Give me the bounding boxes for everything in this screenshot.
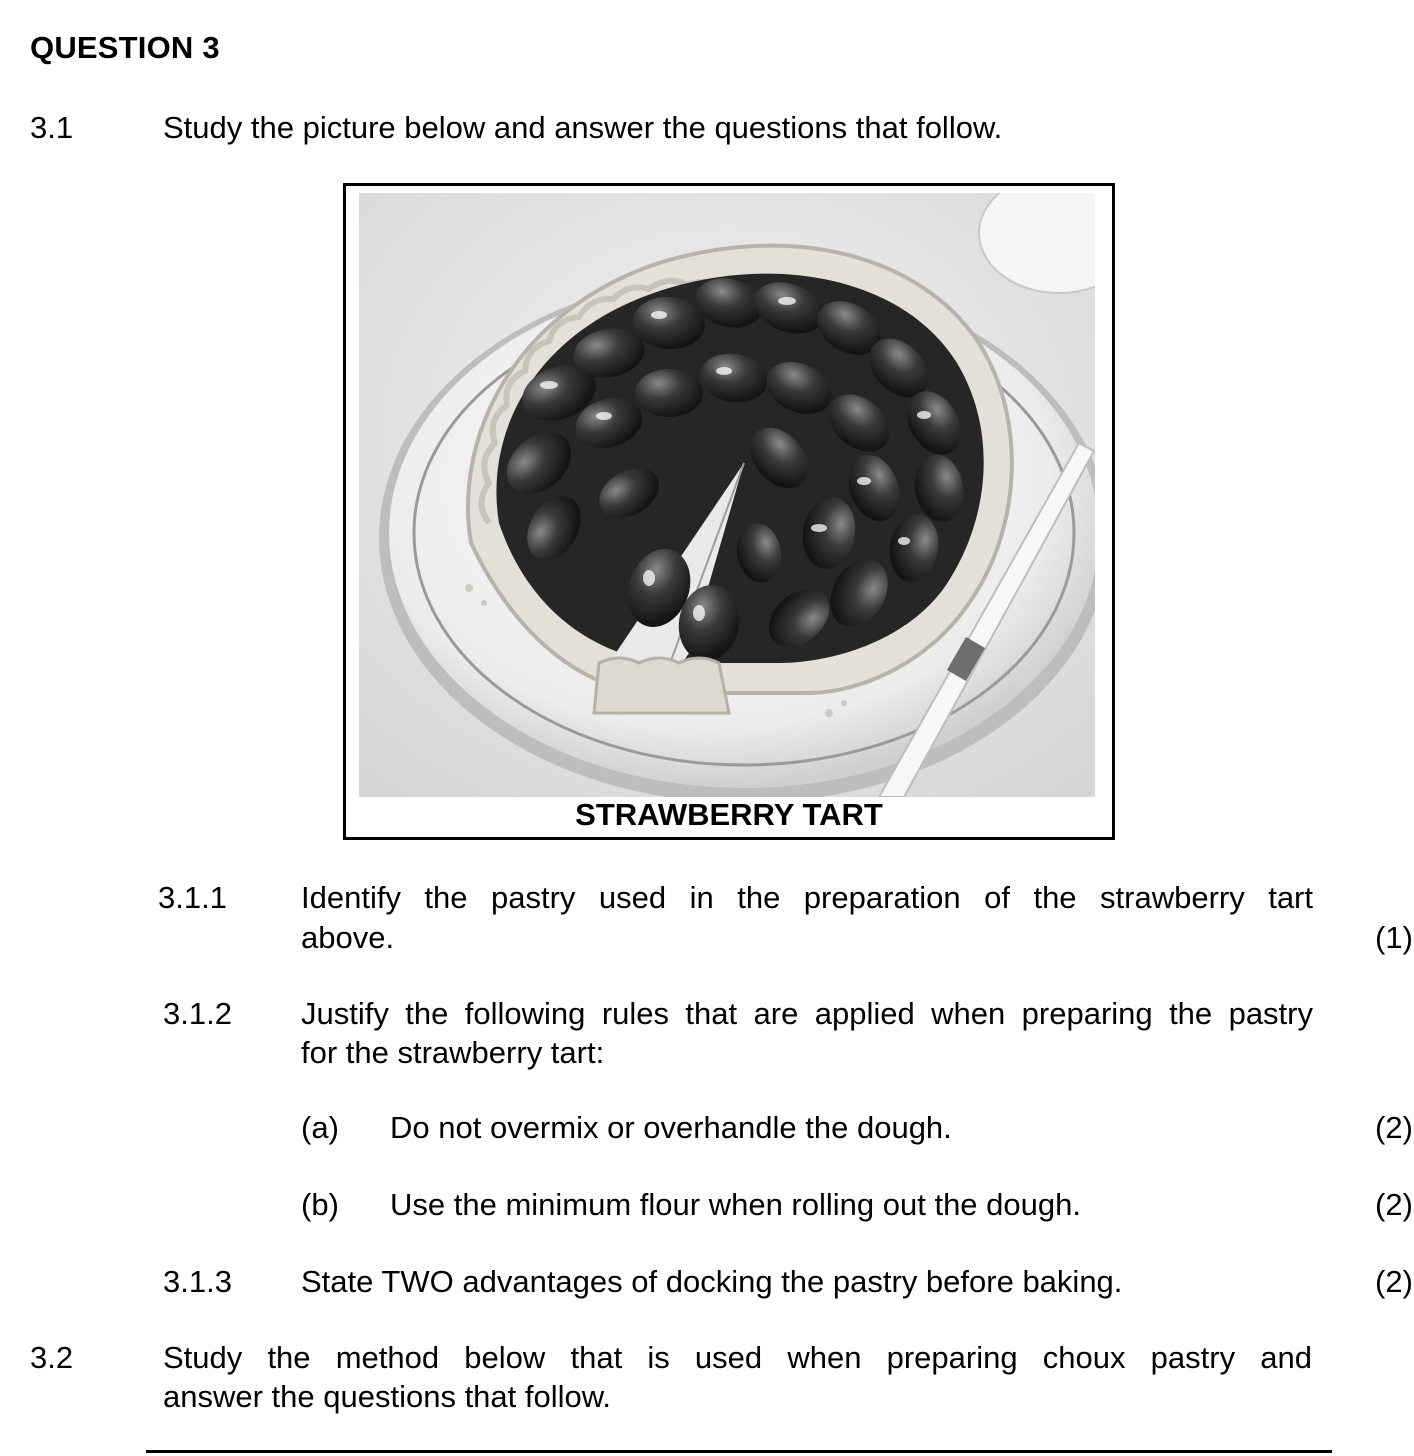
q311-line2: above. [301,920,395,955]
q313-number: 3.1.3 [163,1264,232,1299]
q312-line1: Justify the following rules that are applied when preparing the pastry [301,996,1313,1031]
q312b-text: Use the minimum flour when rolling out the dough. [390,1187,1081,1222]
q311-number: 3.1.1 [158,880,227,915]
figure-frame [343,183,1115,840]
q312a-text: Do not overmix or overhandle the dough. [390,1110,952,1145]
q312b-label: (b) [301,1187,339,1222]
q313-text: State TWO advantages of docking the pastry before baking. [301,1264,1123,1299]
q312a-marks: (2) [1375,1110,1413,1145]
q311-marks: (1) [1375,920,1413,955]
q32-line2: answer the questions that follow. [163,1379,612,1414]
q313-marks: (2) [1375,1264,1413,1299]
figure-caption: STRAWBERRY TART [575,797,883,832]
q312a-label: (a) [301,1110,339,1145]
q31-text: Study the picture below and answer the questions that follow. [163,110,1003,145]
q312-number: 3.1.2 [163,996,232,1031]
q32-line1: Study the method below that is used when preparing choux pastry and [163,1340,1312,1375]
strawberry-tart-photo [359,193,1095,797]
q312b-marks: (2) [1375,1187,1413,1222]
question-heading: QUESTION 3 [30,30,220,65]
q31-number: 3.1 [30,110,74,145]
bottom-rule [146,1450,1332,1453]
q311-line1: Identify the pastry used in the preparation of the strawberry tart [301,880,1313,915]
q312-line2: for the strawberry tart: [301,1035,605,1070]
q32-number: 3.2 [30,1340,74,1375]
